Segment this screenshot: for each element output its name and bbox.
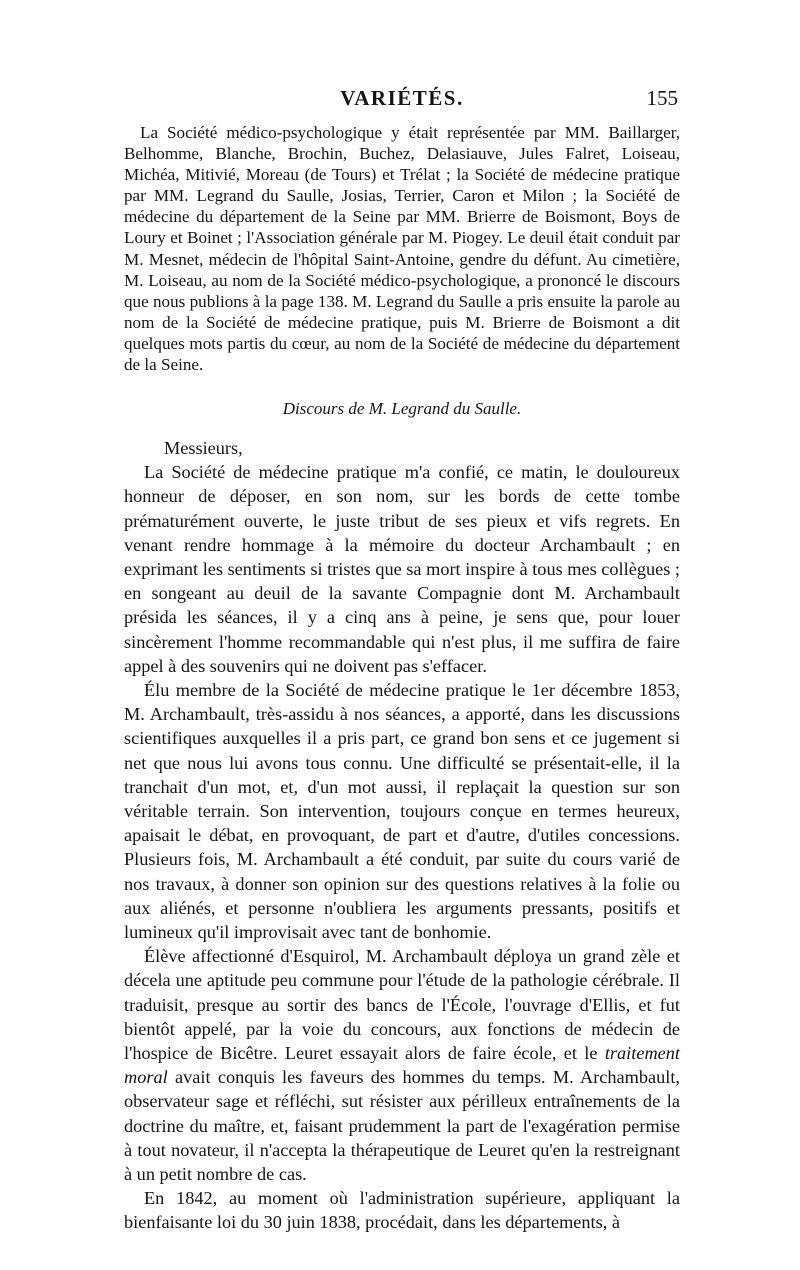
page-number: 155 [646,86,678,110]
emphasized-term: traitement moral [124,1043,680,1088]
salutation: Messieurs, [164,438,243,459]
speech-paragraph: Élu membre de la Société de médecine pratique le 1er décembre 1853, M. Archambault, très-assidu à nos séances, a apporté, dans les discussions scientifiques auxquelles il a pris part, ce grand bon sens et ce jugement si net que nous lui avons tous connu. Une difficulté se présentait-elle, il la tranchait d'un mot, et, d'un mot aussi, il replaçait la question sur son véritable terrain. Son intervention, toujours conçue en termes heureux, apaisait le débat, en provoquant, de part et d'autre, d'utiles concessions. Plusieurs fois, M. Archambault a été conduit, par suite du cours varié de nos travaux, à donner son opinion sur des questions relatives à la folie ou aux aliénés, et personne n'oubliera les arguments pressants, positifs et lumineux qu'il improvisait avec tant de bonhomie. [124,679,680,942]
page-header [124,86,680,116]
speech-paragraph: En 1842, au moment où l'administration supérieure, appliquant la bienfaisante loi du 30 juin 1838, procédait, dans les départements, à [124,1188,680,1233]
paragraph-text: Élève affectionné d'Esquirol, M. Archambault déploya un grand zèle et décela une aptitude peu commune pour l'étude de la pathologie cérébrale. Il traduisit, presque au sortir des bancs de l'École, l'ouvrage d'Ellis, et fut bientôt appelé, par la voie du concours, aux fonctions de médecin de l'hospice de Bicêtre. Leuret essayait alors de faire école, et le [124,946,680,1063]
page-body [124,122,680,1235]
intro-paragraph: La Société médico-psychologique y était représentée par MM. Baillarger, Belhomme, Blanche, Brochin, Buchez, Delasiauve, Jules Falret, Loiseau, Michéa, Mitivié, Moreau (de Tours) et Trélat ; la Société de médecine pratique par MM. Legrand du Saulle, Josias, Terrier, Caron et Milon ; la Société de médecine du département de la Seine par MM. Brierre de Boismont, Boys de Loury et Boinet ; l'Association générale par M. Piogey. Le deuil était conduit par M. Mesnet, médecin de l'hôpital Saint-Antoine, gendre du défunt. Au cimetière, M. Loiseau, au nom de la Société médico-psychologique, a prononcé le discours que nous publions à la page 138. M. Legrand du Saulle a pris ensuite la parole au nom de la Société de médecine pratique, puis M. Brierre de Boismont a dit quelques mots partis du cœur, au nom de la Société de médecine du département de la Seine. [124,123,680,375]
speech-paragraph: La Société de médecine pratique m'a confié, ce matin, le douloureux honneur de déposer, en son nom, sur les bords de cette tombe prématurément ouverte, le juste tribut de ses pieux et vifs regrets. En venant rendre hommage à la mémoire du docteur Archambault ; en exprimant les sentiments si tristes que sa mort inspire à tous mes collègues ; en songeant au deuil de la savante Compagnie dont M. Archambault présida les séances, il y a cinq ans à peine, je sens que, pour louer sincèrement l'homme recommandable qui n'est plus, il me suffira de faire appel à des souvenirs qui ne doivent pas s'effacer. [124,462,680,676]
running-title: VARIÉTÉS. [340,86,464,110]
speech-paragraph [124,944,680,1186]
speech-heading: Discours de M. Legrand du Saulle. [282,399,522,419]
paragraph-text: avait conquis les faveurs des hommes du temps. M. Archambault, observateur sage et réfléchi, sut résister aux périlleux entraînements de la doctrine du maître, et, faisant prudemment la part de l'exagération permise à tout novateur, il n'accepta la thérapeutique de Leuret qu'en la restreignant à un petit nombre de cas. [124,1067,680,1185]
